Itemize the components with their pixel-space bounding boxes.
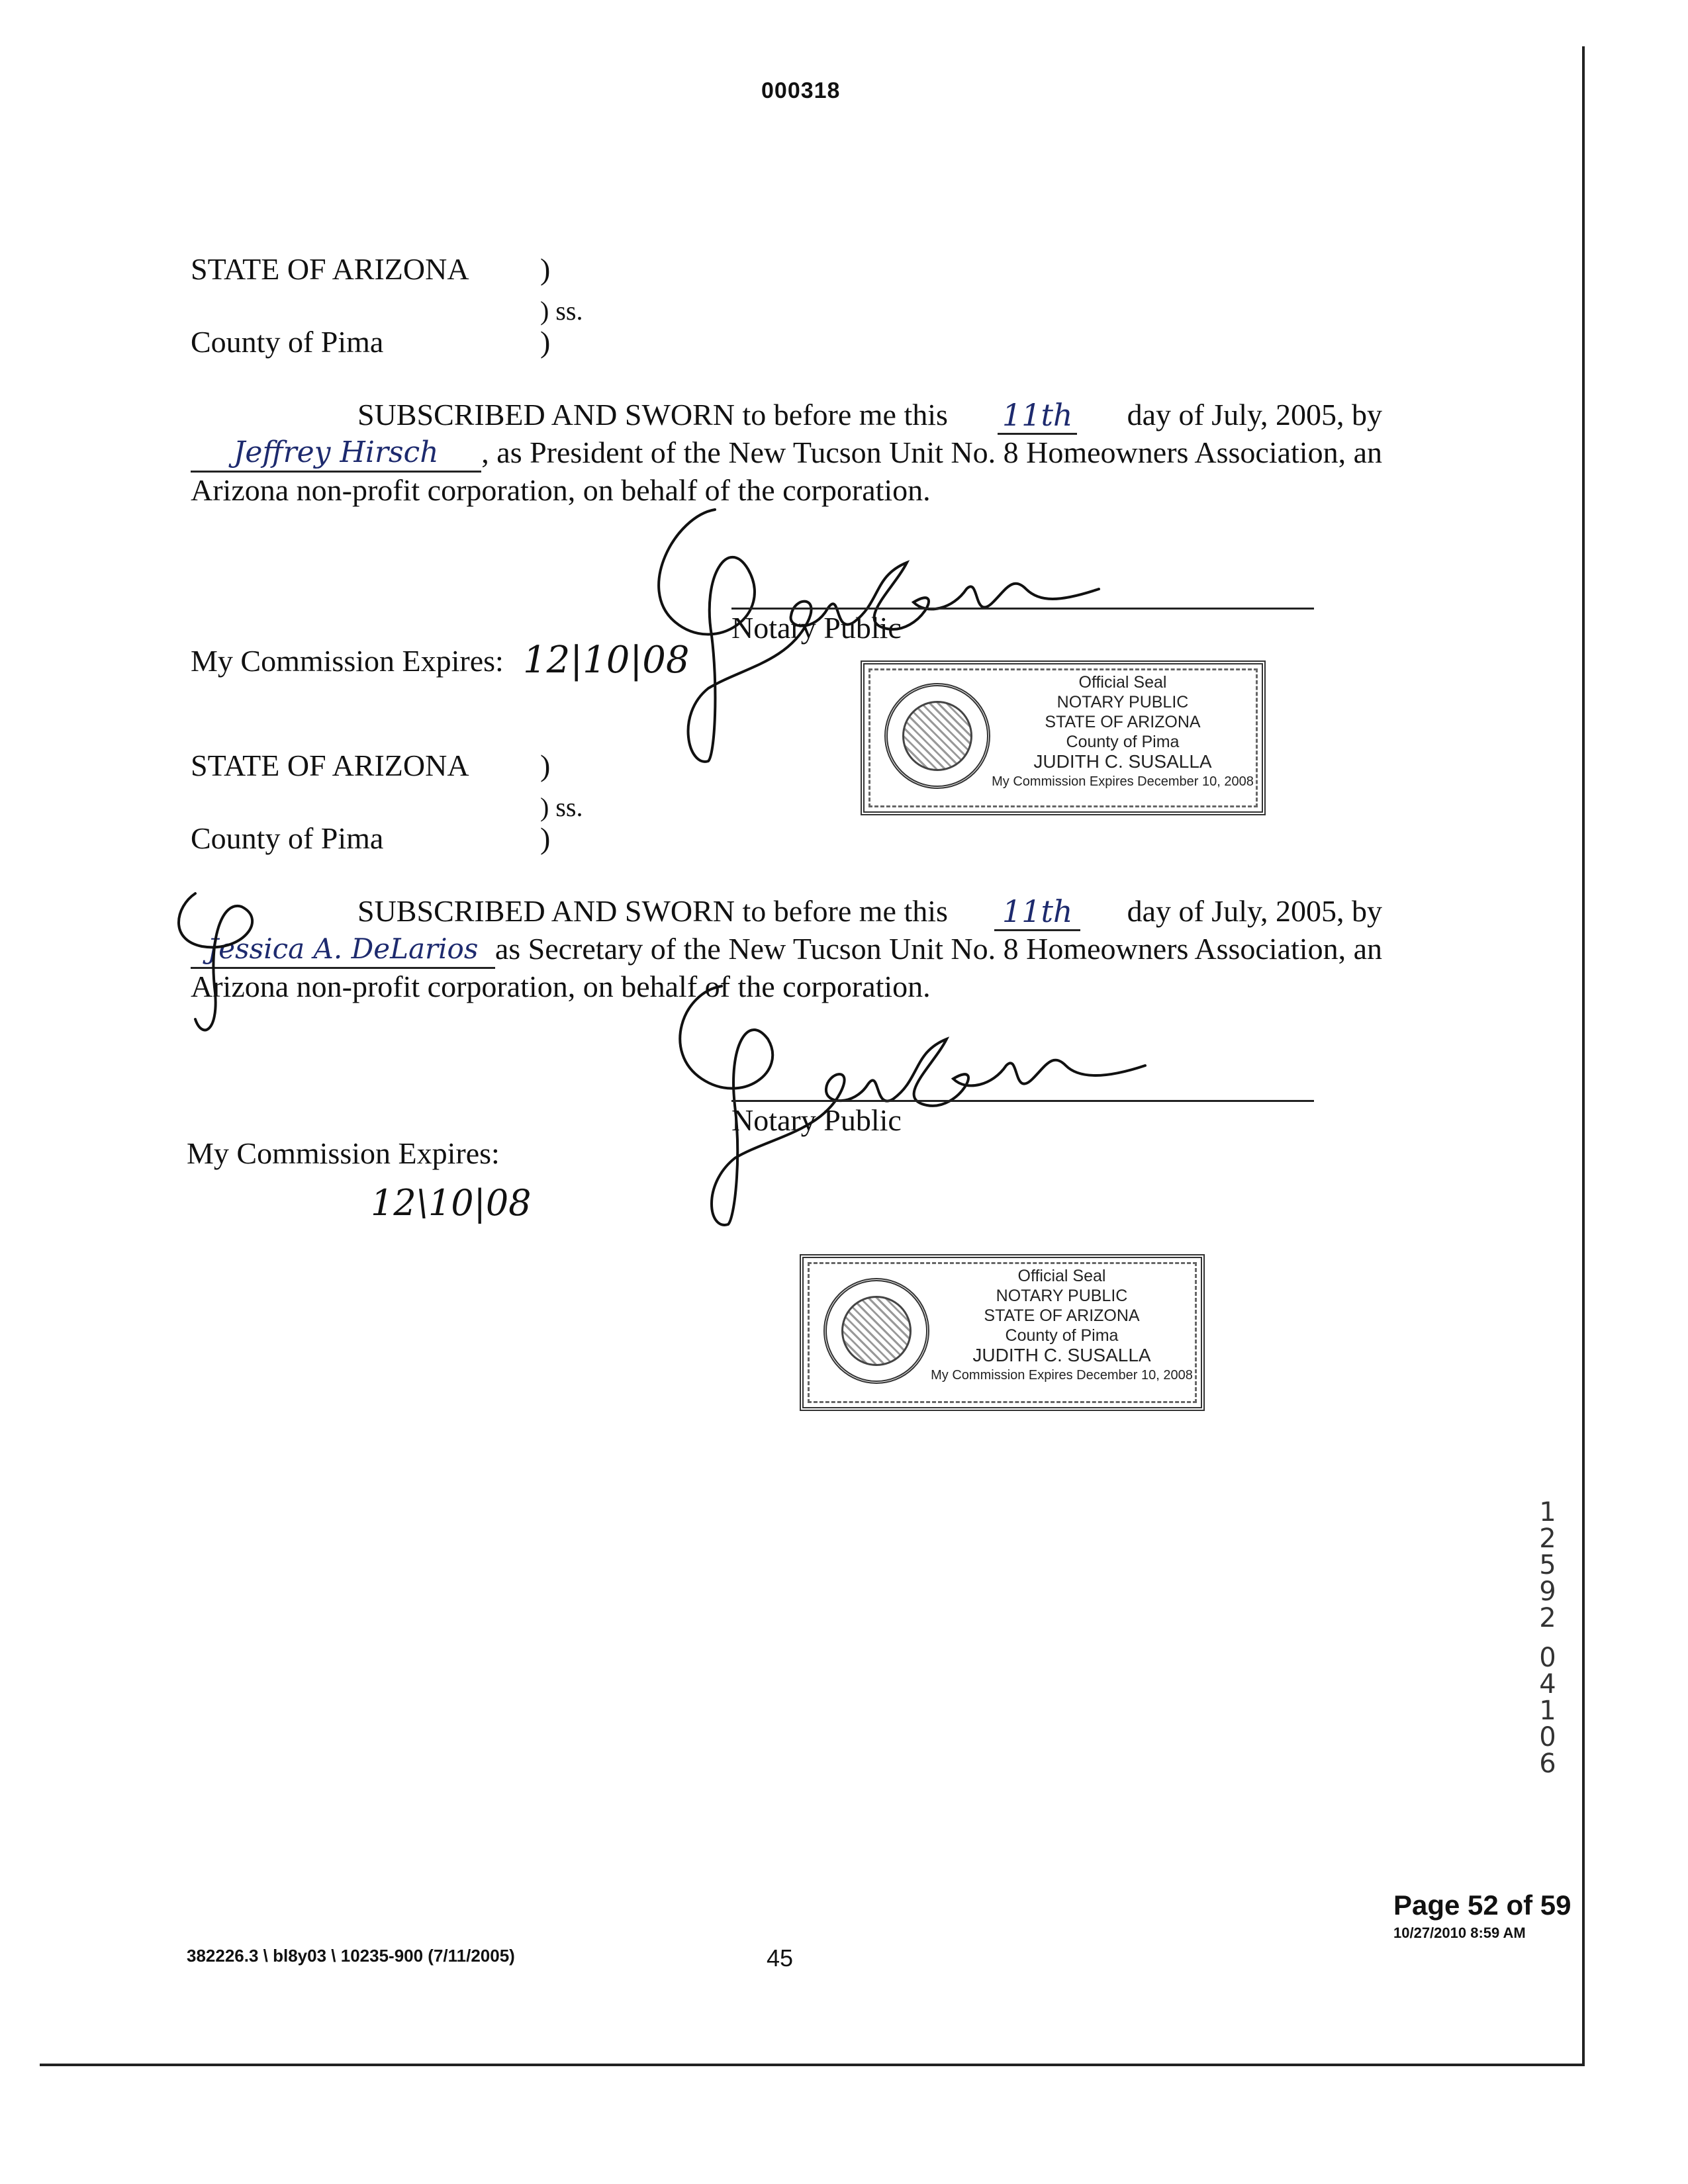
notary-public-label-2: Notary Public: [731, 1103, 902, 1137]
jurat-line-1: [191, 397, 1382, 435]
state-seal-emblem-2: [823, 1278, 929, 1384]
page-of-total: Page 52 of 59: [1393, 1889, 1571, 1921]
commission-label-2: My Commission Expires:: [187, 1136, 500, 1170]
notary-seal-2: [800, 1254, 1205, 1411]
print-timestamp: 10/27/2010 8:59 AM: [1393, 1925, 1526, 1941]
venue-state-2: STATE OF ARIZONA: [191, 749, 469, 782]
venue-county-1: County of Pima: [191, 325, 384, 359]
notary-signature-line-1: [731, 608, 1314, 610]
bates-number: 000318: [761, 78, 841, 103]
recording-side-stamp: 1 2 5 9 2 0 4 1 0 6: [1539, 1497, 1556, 1779]
jurat-line-2-2: [191, 931, 1382, 969]
venue-paren-1a: ): [540, 252, 551, 286]
jurat-line-2-1: [191, 893, 1382, 931]
jurat-text-2b: , as President of the New Tucson Unit No. 8 Homeowners Association, an: [481, 435, 1382, 469]
state-seal-emblem-1: [884, 683, 990, 789]
venue-state-1: STATE OF ARIZONA: [191, 252, 469, 286]
document-id: 382226.3 \ bl8y03 \ 10235-900 (7/11/2005): [187, 1946, 515, 1966]
venue-county-2: County of Pima: [191, 821, 384, 855]
jurat-text-2-2b: as Secretary of the New Tucson Unit No. 8 Homeowners Association, an: [494, 932, 1382, 966]
venue-paren-2b: ): [540, 821, 551, 855]
jurat-text-3: Arizona non-profit corporation, on behalf of the corporation.: [191, 473, 931, 507]
day-fill-2: 11th: [994, 893, 1080, 931]
signer-signature-flourish-2: [169, 880, 354, 1046]
venue-ss-1: ) ss.: [540, 296, 583, 326]
venue-paren-1b: ): [540, 325, 551, 359]
jurat-text-2-1b: day of July, 2005, by: [1127, 894, 1382, 928]
commission-date-2: 12\10|08: [371, 1182, 532, 1224]
day-fill-1: 11th: [998, 397, 1077, 435]
page-frame-bottom: [40, 2064, 1585, 2066]
jurat-line-2: [191, 435, 1382, 473]
venue-paren-2a: ): [540, 749, 551, 782]
signer-fill-2: Jessica A. DeLarios: [191, 931, 495, 969]
page-frame-right: [1582, 46, 1585, 2065]
jurat-text-2-3: Arizona non-profit corporation, on behalf of the corporation.: [191, 970, 931, 1003]
signer-fill-1: Jeffrey Hirsch: [191, 435, 481, 473]
notary-seal-1: [861, 660, 1266, 815]
jurat-text-1a: SUBSCRIBED AND SWORN to before me this: [357, 398, 948, 432]
commission-date-1: 12|10|08: [523, 639, 690, 682]
seal-text-1: Official Seal NOTARY PUBLIC STATE OF ARIZONA County of Pima JUDITH C. SUSALLA My Commission Expires December 10, 2008: [992, 673, 1254, 789]
jurat-text-1b: day of July, 2005, by: [1127, 398, 1382, 432]
notary-signature-line-2: [731, 1100, 1314, 1102]
jurat-text-2-1a: SUBSCRIBED AND SWORN to before me this: [357, 894, 948, 928]
page-number: 45: [767, 1944, 794, 1972]
seal-text-2: Official Seal NOTARY PUBLIC STATE OF ARIZONA County of Pima JUDITH C. SUSALLA My Commission Expires December 10, 2008: [931, 1267, 1193, 1383]
venue-ss-2: ) ss.: [540, 792, 583, 822]
notary-public-label-1: Notary Public: [731, 611, 902, 645]
commission-label-1: My Commission Expires:: [191, 644, 504, 678]
